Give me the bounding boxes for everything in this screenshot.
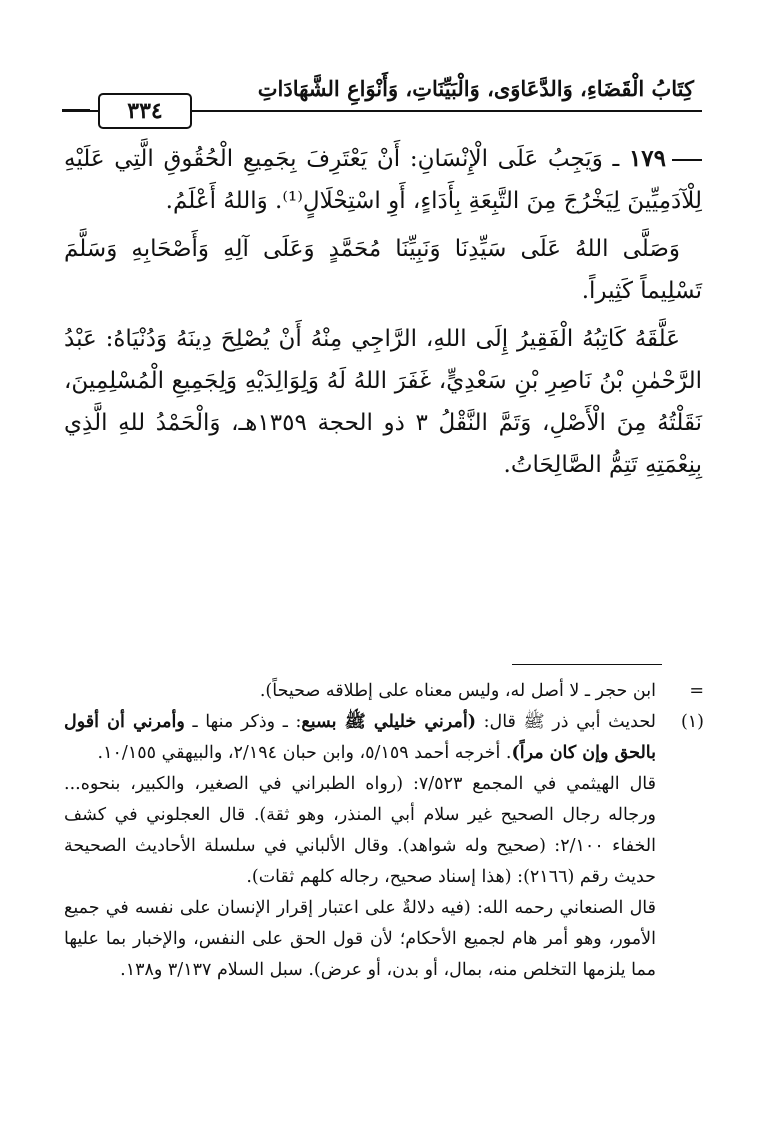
footnote-continuation-mark: =: [689, 681, 704, 701]
running-header-title: كِتَابُ الْقَضَاءِ، وَالدَّعَاوَى، وَالْبَيِّنَاتِ، وَأَنْوَاعِ الشَّهَادَاتِ: [257, 76, 694, 101]
paragraph-item-179: [64, 138, 702, 222]
main-text: [64, 138, 702, 486]
footnote-continuation: [64, 676, 704, 707]
footnote-1-mark: (١): [680, 712, 704, 732]
footnotes: [64, 676, 704, 986]
page-number: ٣٣٤: [98, 93, 192, 129]
footnote-1-para-2: قال الهيثمي في المجمع ٧/٥٢٣: (رواه الطبراني في الصغير، والكبير، بنحوه... ورجاله رجال الصحيح غير سلام أبي المنذر، وهو ثقة). قال العجلوني في كشف الخفاء ٢/١٠٠: (صحيح وله شواهد). وقال الألباني في سلسلة الأحاديث الصحيحة حديث رقم (٢١٦٦): (هذا إسناد صحيح، رجاله كلهم ثقات).: [64, 774, 657, 887]
footnote-1-text-b: : ـ وذكر منها ـ: [184, 712, 302, 732]
footnote-1: [64, 707, 704, 769]
paragraph-colophon: عَلَّقَهُ كَاتِبُهُ الْفَقِيرُ إِلَى اللهِ، الرَّاجِي مِنْهُ أَنْ يُصْلِحَ دِينَهُ وَدُنْيَاهُ: عَبْدُ الرَّحْمٰنِ بْنُ نَاصِرِ بْنِ سَعْدِيٍّ، غَفَرَ اللهُ لَهُ وَلِوَالِدَيْهِ وَلِجَمِيعِ الْمُسْلِمِينَ، نَقَلْتُهُ مِنَ الْأَصْلِ، وَتَمَّ النَّقْلُ ٣ ذو الحجة ١٣٥٩هـ، وَالْحَمْدُ للهِ الَّذِي بِنِعْمَتِهِ تَتِمُّ الصَّالِحَاتُ.: [64, 326, 702, 478]
item-number: ١٧٩: [628, 145, 667, 172]
footnote-1-bold-b: وأمرني أن أقول بالحق وإن كان مراً): [64, 712, 656, 763]
item-text: ـ وَيَجِبُ عَلَى الْإِنْسَانِ: أَنْ يَعْتَرِفَ بِجَمِيعِ الْحُقُوقِ الَّتِي عَلَيْهِ لِلْآدَمِيِّينَ لِيَخْرُجَ مِنَ التَّبِعَةِ بِأَدَاءٍ، أَوِ اسْتِحْلَالٍ⁽¹⁾. وَاللهُ أَعْلَمُ.: [64, 146, 702, 214]
footnote-continuation-text: ابن حجر ـ لا أصل له، وليس معناه على إطلاقه صحيحاً).: [259, 681, 656, 701]
footnote-separator: [512, 664, 662, 665]
paragraph-salutation: وَصَلَّى اللهُ عَلَى سَيِّدِنَا وَنَبِيِّنَا مُحَمَّدٍ وَعَلَى آلِهِ وَأَصْحَابِهِ وَسَلَّمَ تَسْلِيماً كَثِيراً.: [64, 236, 702, 304]
footnote-1-text-a: لحديث أبي ذر ﷺ قال:: [475, 712, 656, 732]
item-dash-ornament: [672, 159, 702, 161]
footnote-1-bold-a: (أمرني خليلي ﷺ بسبع: [301, 712, 476, 732]
footnote-1-para-3: قال الصنعاني رحمه الله: (فيه دلالةٌ على اعتبار إقرار الإنسان على نفسه في جميع الأمور، وهو أمر هام لجميع الأحكام؛ لأن قول الحق على النفس، والإخبار بما عليها مما يلزمها التخلص منه، بمال، أو بدن، أو عرض). سبل السلام ٣/١٣٧ و١٣٨.: [64, 898, 656, 980]
page-number-ornament-line: [62, 109, 90, 111]
footnote-1-text-c: . أخرجه أحمد ٥/١٥٩، وابن حبان ٢/١٩٤، والبيهقي ١٠/١٥٥.: [97, 743, 512, 763]
page-number-box: [70, 93, 200, 127]
